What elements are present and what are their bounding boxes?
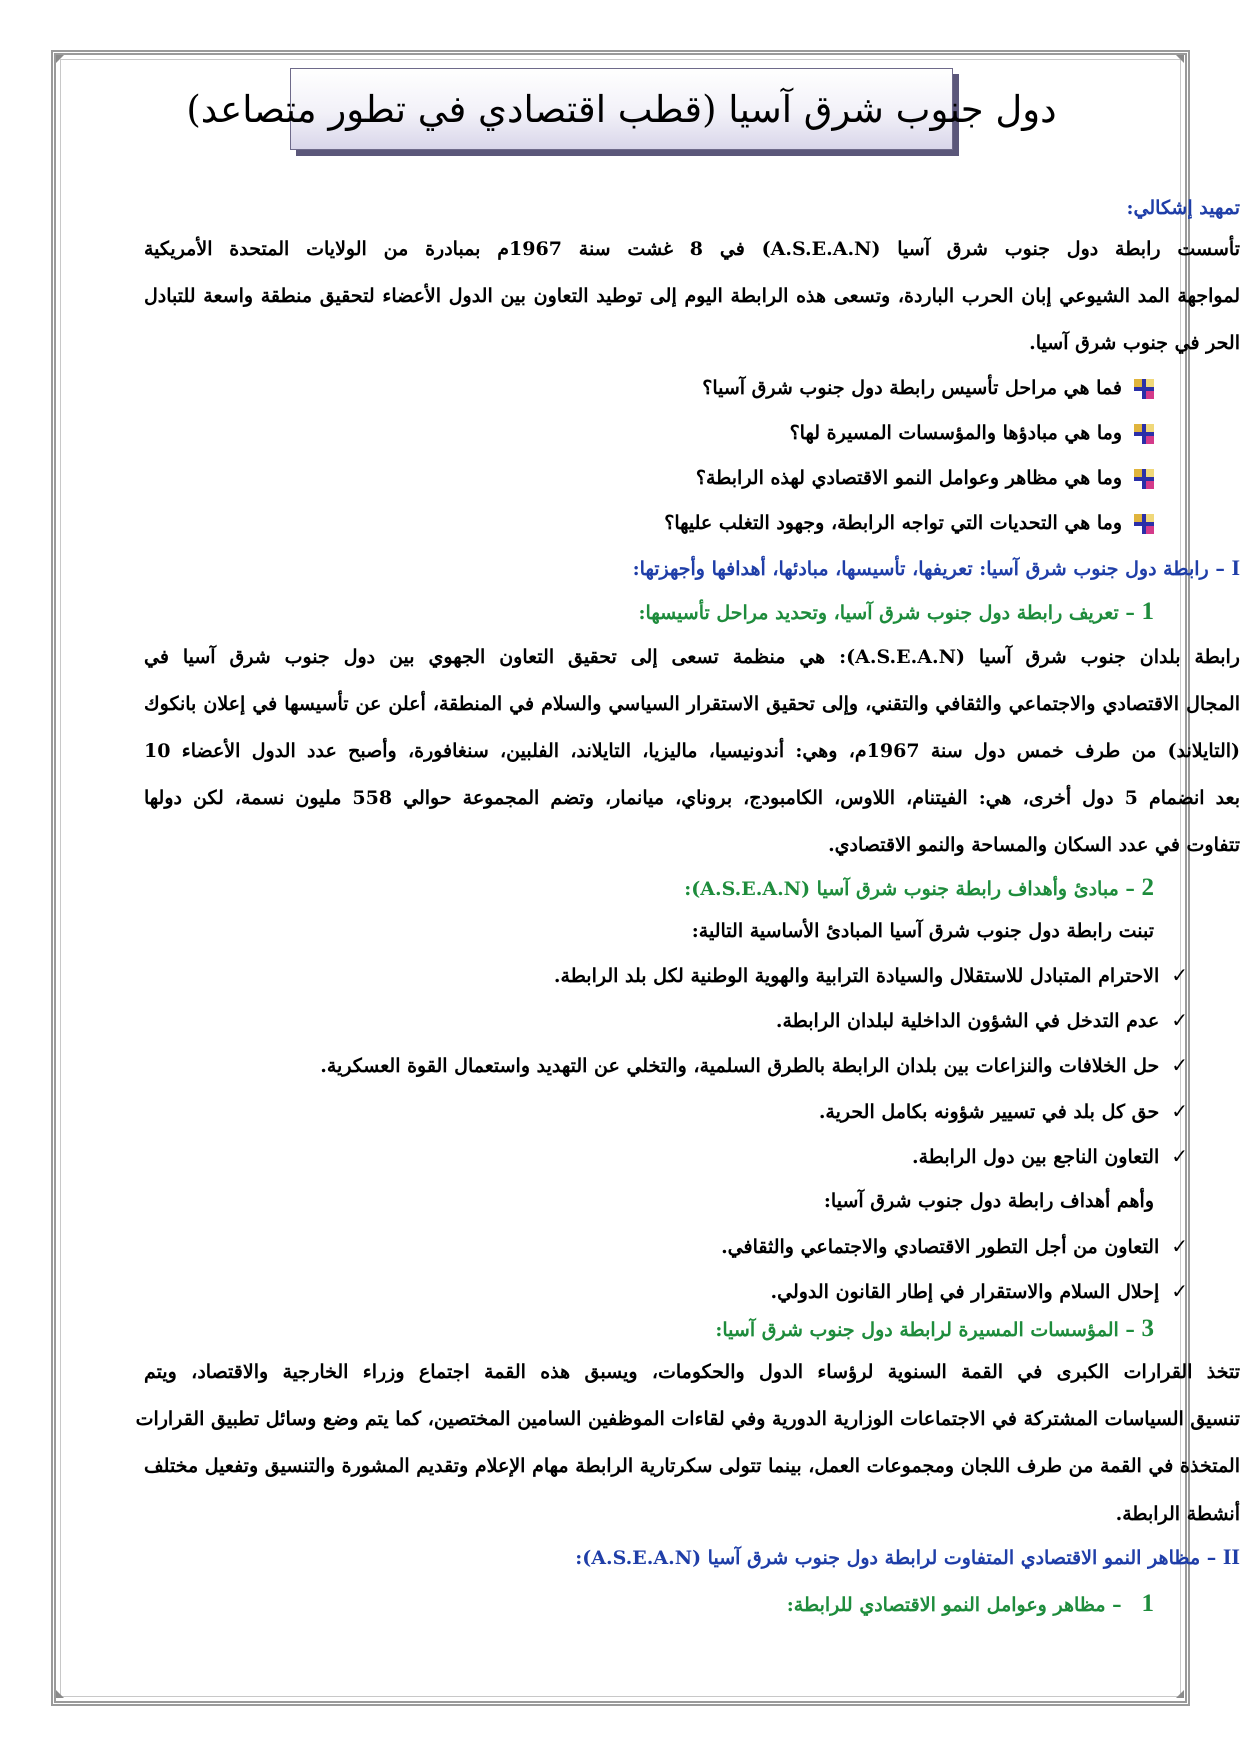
sub3-paragraph-line-1: تتخذ القرارات الكبرى في القمة السنوية لرؤساء الدول والحكومات، ويسبق هذه القمة اجتماع وزراء الخارجية والاقتصاد، ويتم — [144, 1361, 1240, 1383]
subsection-1-2-heading: 2 – مبادئ وأهداف رابطة جنوب شرق آسيا (A.S.E.A.N): — [684, 874, 1154, 901]
question-item — [144, 422, 1240, 445]
question-text: وما هي مظاهر وعوامل النمو الاقتصادي لهذه الرابطة؟ — [695, 467, 1122, 489]
sub1-paragraph-line-2: المجال الاقتصادي والاجتماعي والثقافي والتقني، وإلى تحقيق الاستقرار السياسي والسلام في المنطقة، أعلن عن تأسيسها في إعلان بانكوك — [144, 693, 1240, 715]
section-number: II — [1222, 1544, 1240, 1569]
section-number: I — [1231, 555, 1240, 580]
question-text: فما هي مراحل تأسيس رابطة دول جنوب شرق آسيا؟ — [702, 377, 1122, 399]
intro-paragraph-line-3: الحر في جنوب شرق آسيا. — [1029, 332, 1240, 354]
corner-ornament-bottom-left — [56, 1690, 64, 1698]
subsection-1-3-heading: 3 – المؤسسات المسيرة لرابطة دول جنوب شرق آسيا: — [715, 1315, 1154, 1342]
intro-paragraph-line-2: لمواجهة المد الشيوعي إبان الحرب الباردة، وتسعى هذه الرابطة اليوم إلى توطيد التعاون بين الدول الأعضاء لتحقيق منطقة واسعة للتبادل — [144, 285, 1240, 307]
sub1-paragraph-line-3: (التايلاند) من طرف خمس دول سنة 1967م، وهي: أندونيسيا، ماليزيا، التايلاند، الفلبين، سنغافورة، وأصبح عدد الدول الأعضاء 10 — [144, 740, 1240, 762]
subsection-number: 3 — [1141, 1315, 1154, 1342]
checkmark-icon: ✓ — [1171, 1008, 1188, 1032]
subsection-number: 2 — [1141, 874, 1154, 901]
intro-paragraph-line-1: تأسست رابطة دول جنوب شرق آسيا (A.S.E.A.N) في 8 غشت سنة 1967م بمبادرة من الولايات المتحدة الأمريكية — [144, 238, 1240, 260]
star-bullet-icon — [1134, 424, 1154, 444]
question-text: وما هي مبادؤها والمؤسسات المسيرة لها؟ — [789, 422, 1122, 444]
star-bullet-icon — [1134, 469, 1154, 489]
corner-ornament-top-left — [56, 55, 64, 63]
checkmark-icon: ✓ — [1171, 1234, 1188, 1258]
section-title: مظاهر النمو الاقتصادي المتفاوت لرابطة دول جنوب شرق آسيا (A.S.E.A.N): — [575, 1547, 1201, 1569]
sub1-paragraph-line-4: بعد انضمام 5 دول أخرى، هي: الفيتنام، اللاوس، الكامبودج، بروناي، ميانمار، وتضم المجموعة حوالي 558 مليون نسمة، لكن دولها — [144, 787, 1240, 809]
corner-ornament-bottom-right — [1176, 1690, 1184, 1698]
subsection-number: 1 — [1141, 1590, 1154, 1617]
sub3-paragraph-line-2: تنسيق السياسات المشتركة في الاجتماعات الوزارية الدورية وفي لقاءات الموظفين السامين المختصين، كما يتم وضع وسائل تطبيق القرارات — [135, 1408, 1240, 1430]
checkmark-icon: ✓ — [1171, 1099, 1188, 1123]
principle-item: ✓التعاون الناجع بين دول الرابطة. — [912, 1144, 1188, 1168]
principle-item: ✓حق كل بلد في تسيير شؤونه بكامل الحرية. — [818, 1099, 1188, 1123]
intro-heading: تمهيد إشكالي: — [1126, 197, 1240, 219]
corner-ornament-top-right — [1176, 55, 1184, 63]
subsection-title: المؤسسات المسيرة لرابطة دول جنوب شرق آسيا: — [715, 1319, 1119, 1341]
question-item — [144, 467, 1240, 490]
question-item — [144, 377, 1240, 400]
star-bullet-icon — [1134, 379, 1154, 399]
principle-item: ✓عدم التدخل في الشؤون الداخلية لبلدان الرابطة. — [775, 1008, 1188, 1032]
goal-item: ✓إحلال السلام والاستقرار في إطار القانون الدولي. — [770, 1279, 1188, 1303]
section-1-heading: I – رابطة دول جنوب شرق آسيا: تعريفها، تأسيسها، مبادئها، أهدافها وأجهزتها: — [632, 555, 1240, 580]
subsection-2-1-heading: 1 – مظاهر وعوامل النمو الاقتصادي للرابطة: — [786, 1590, 1154, 1617]
sub1-paragraph-line-5: تتفاوت في عدد السكان والمساحة والنمو الاقتصادي. — [828, 834, 1240, 856]
principle-item: ✓الاحترام المتبادل للاستقلال والسيادة الترابية والهوية الوطنية لكل بلد الرابطة. — [553, 963, 1188, 987]
sub3-paragraph-line-4: أنشطة الرابطة. — [1115, 1503, 1240, 1525]
section-2-heading: II – مظاهر النمو الاقتصادي المتفاوت لرابطة دول جنوب شرق آسيا (A.S.E.A.N): — [575, 1544, 1240, 1569]
checkmark-icon: ✓ — [1171, 963, 1188, 987]
principles-lead: تبنت رابطة دول جنوب شرق آسيا المبادئ الأساسية التالية: — [691, 920, 1154, 942]
subsection-title: تعريف رابطة دول جنوب شرق آسيا، وتحديد مراحل تأسيسها: — [638, 602, 1119, 624]
question-text: وما هي التحديات التي تواجه الرابطة، وجهود التغلب عليها؟ — [664, 512, 1122, 534]
star-bullet-icon — [1134, 514, 1154, 534]
question-item — [144, 512, 1240, 535]
section-title: رابطة دول جنوب شرق آسيا: تعريفها، تأسيسها، مبادئها، أهدافها وأجهزتها: — [632, 558, 1209, 580]
sub1-paragraph-line-1: رابطة بلدان جنوب شرق آسيا (A.S.E.A.N): هي منظمة تسعى إلى تحقيق التعاون الجهوي بين دول جنوب شرق آسيا في — [144, 646, 1240, 668]
goals-lead: وأهم أهداف رابطة دول جنوب شرق آسيا: — [823, 1190, 1154, 1212]
checkmark-icon: ✓ — [1171, 1053, 1188, 1077]
subsection-1-1-heading: 1 – تعريف رابطة دول جنوب شرق آسيا، وتحديد مراحل تأسيسها: — [638, 598, 1154, 625]
title-box — [186, 68, 1057, 150]
subsection-title: مبادئ وأهداف رابطة جنوب شرق آسيا (A.S.E.A.N): — [684, 878, 1119, 900]
principle-item: ✓حل الخلافات والنزاعات بين بلدان الرابطة بالطرق السلمية، والتخلي عن التهديد واستعمال القوة العسكرية. — [320, 1053, 1188, 1077]
subsection-number: 1 — [1141, 598, 1154, 625]
subsection-title: مظاهر وعوامل النمو الاقتصادي للرابطة: — [786, 1594, 1106, 1616]
checkmark-icon: ✓ — [1171, 1144, 1188, 1168]
sub3-paragraph-line-3: المتخذة في القمة من طرف اللجان ومجموعات العمل، بينما تتولى سكرتارية الرابطة مهام الإعلام وتقديم المشورة والتنسيق وتفعيل مختلف — [144, 1455, 1240, 1477]
page-title: دول جنوب شرق آسيا (قطب اقتصادي في تطور متصاعد) — [186, 87, 1057, 131]
goal-item: ✓التعاون من أجل التطور الاقتصادي والاجتماعي والثقافي. — [721, 1234, 1188, 1258]
checkmark-icon: ✓ — [1171, 1279, 1188, 1303]
